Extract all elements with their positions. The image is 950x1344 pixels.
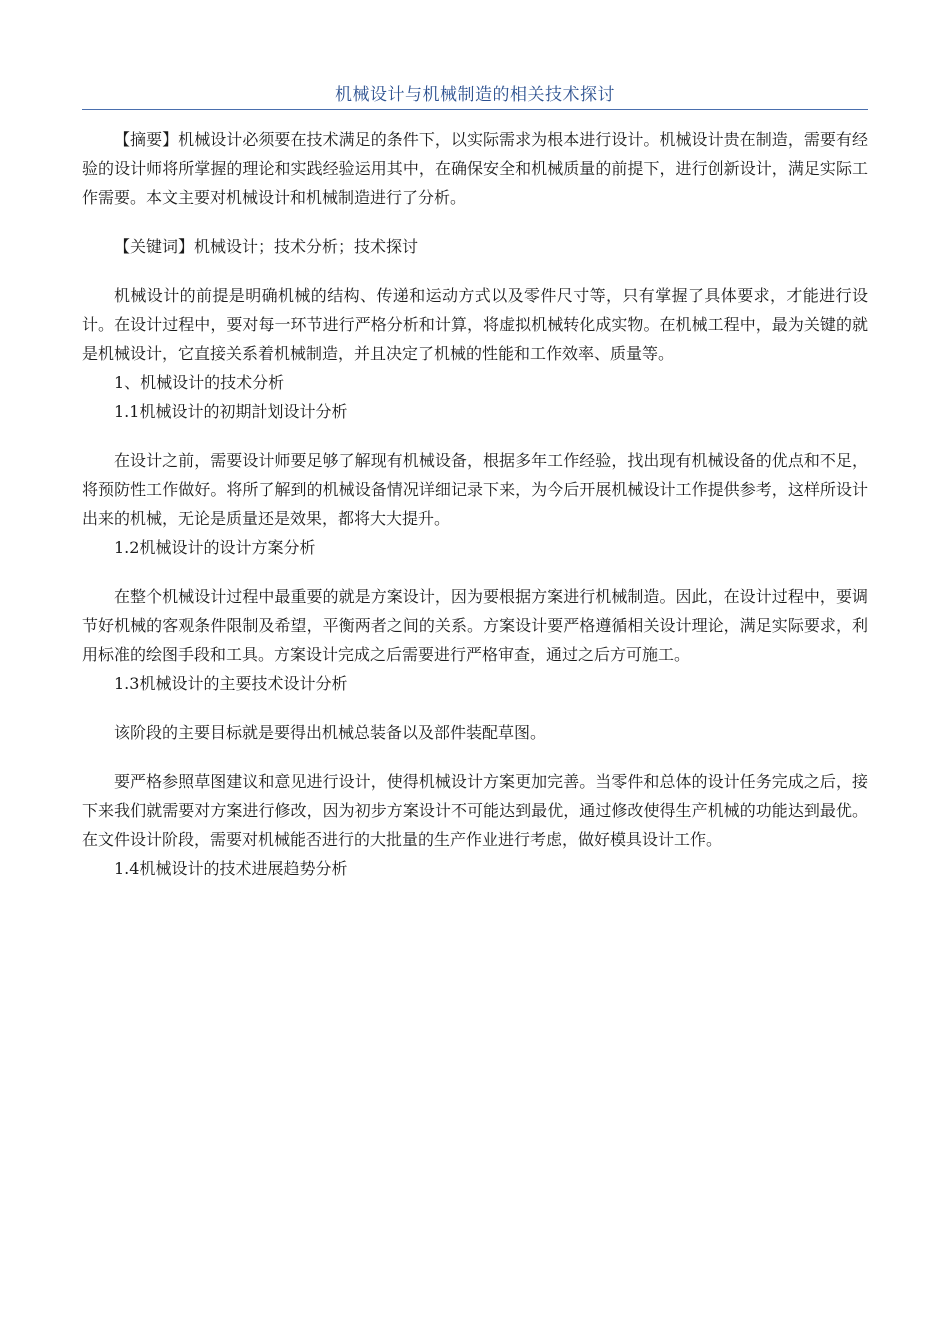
subsection-heading-1-4: 1.4机械设计的技术进展趋势分析 [114,859,348,878]
document-title: 机械设计与机械制造的相关技术探讨 [335,85,615,105]
subsection-body-1-3-b: 要严格参照草图建议和意见进行设计，使得机械设计方案更加完善。当零件和总体的设计任务完成之后，接下来我们就需要对方案进行修改，因为初步方案设计不可能达到最优，通过修改使得生产机械的功能达到最优。在文件设计阶段，需要对机械能否进行的大批量的生产作业进行考虑，做好模具设计工作。 [82,772,868,849]
subsection-heading-1-3: 1.3机械设计的主要技术设计分析 [114,674,348,693]
subsection-body-1-1: 在设计之前，需要设计师要足够了解现有机械设备，根据多年工作经验，找出现有机械设备的优点和不足，将预防性工作做好。将所了解到的机械设备情况详细记录下来，为今后开展机械设计工作提供参考，这样所设计出来的机械，无论是质量还是效果，都将大大提升。 [82,451,868,528]
subsection-body-1-3-a: 该阶段的主要目标就是要得出机械总装备以及部件装配草图。 [114,723,547,742]
subsection-heading-1-1: 1.1机械设计的初期計划设计分析 [114,402,348,421]
title-divider [82,109,868,110]
intro-paragraph: 机械设计的前提是明确机械的结构、传递和运动方式以及零件尺寸等，只有掌握了具体要求，才能进行设计。在设计过程中，要对每一环节进行严格分析和计算，将虚拟机械转化成实物。在机械工程中，最为关键的就是机械设计，它直接关系着机械制造，并且决定了机械的性能和工作效率、质量等。 [82,286,868,363]
document-body [82,125,868,883]
subsection-heading-1-2: 1.2机械设计的设计方案分析 [114,538,316,557]
subsection-body-1-2: 在整个机械设计过程中最重要的就是方案设计，因为要根据方案进行机械制造。因此，在设计过程中，要调节好机械的客观条件限制及希望，平衡两者之间的关系。方案设计要严格遵循相关设计理论，满足实际要求，利用标准的绘图手段和工具。方案设计完成之后需要进行严格审查，通过之后方可施工。 [82,587,868,664]
section-heading-1: 1、机械设计的技术分析 [114,373,285,392]
keywords-paragraph: 【关键词】机械设计；技术分析；技术探讨 [114,237,419,256]
abstract-paragraph: 【摘要】机械设计必须要在技术满足的条件下，以实际需求为根本进行设计。机械设计贵在制造，需要有经验的设计师将所掌握的理论和实践经验运用其中，在确保安全和机械质量的前提下，进行创新设计，满足实际工作需要。本文主要对机械设计和机械制造进行了分析。 [82,130,868,207]
